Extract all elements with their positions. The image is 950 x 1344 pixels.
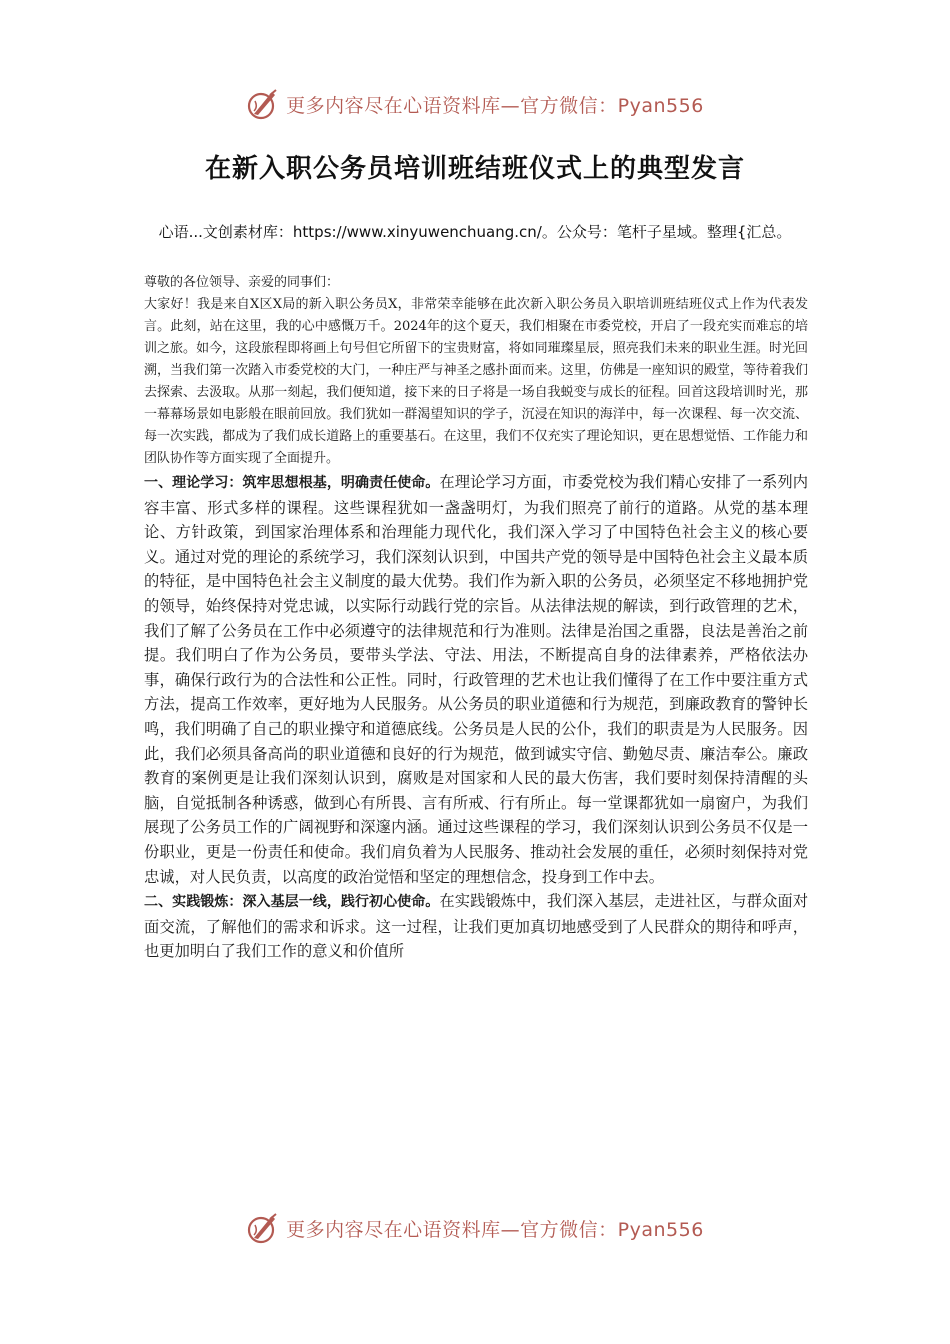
banner-text: 更多内容尽在心语资料库—官方微信：Pyan556 [286,94,704,117]
document-body [144,272,808,964]
section-2-heading: 二、实践锻炼：深入基层一线，践行初心使命。 [144,894,440,911]
document-title: 在新入职公务员培训班结班仪式上的典型发言 [204,154,745,184]
source-line: 心语...文创素材库：https://www.xinyuwenchuang.cn/。公众号：笔杆子星域。整理{汇总。 [158,223,792,241]
footer-banner [0,1206,950,1250]
section-2 [144,889,808,964]
paragraph-intro: 大家好！我是来自X区X局的新入职公务员X，非常荣幸能够在此次新入职公务员入职培训班结班仪式上作为代表发言。此刻，站在这里，我的心中感慨万千。2024年的这个夏天，我们相聚在市委党校，开启了一段充实而难忘的培训之旅。如今，这段旅程即将画上句号但它所留下的宝贵财富，将如同璀璨星辰，照亮我们未来的职业生涯。时光回溯，当我们第一次踏入市委党校的大门，一种庄严与神圣之感扑面而来。这里，仿佛是一座知识的殿堂，等待着我们去探索、去汲取。从那一刻起，我们便知道，接下来的日子将是一场自我蜕变与成长的征程。回首这段培训时光，那一幕幕场景如电影般在眼前回放。我们犹如一群渴望知识的学子，沉浸在知识的海洋中，每一次课程、每一次交流、每一次实践，都成为了我们成长道路上的重要基石。在这里，我们不仅充实了理论知识，更在思想觉悟、工作能力和团队协作等方面实现了全面提升。 [144,297,808,466]
section-2-text: 在实践锻炼中，我们深入基层，走进社区，与群众面对面交流，了解他们的需求和诉求。这一过程，让我们更加真切地感受到了人民群众的期待和呼声，也更加明白了我们工作的意义和价值所 [144,892,808,961]
section-1-text: 在理论学习方面，市委党校为我们精心安排了一系列内容丰富、形式多样的课程。这些课程犹如一盏盏明灯，为我们照亮了前行的道路。从党的基本理论、方针政策，到国家治理体系和治理能力现代化，我们深入学习了中国特色社会主义的核心要义。通过对党的理论的系统学习，我们深刻认识到，中国共产党的领导是中国特色社会主义最本质的特征，是中国特色社会主义制度的最大优势。我们作为新入职的公务员，必须坚定不移地拥护党的领导，始终保持对党忠诚，以实际行动践行党的宗旨。从法律法规的解读，到行政管理的艺术，我们了解了公务员在工作中必须遵守的法律规范和行为准则。法律是治国之重器，良法是善治之前提。我们明白了作为公务员，要带头学法、守法、用法，不断提高自身的法律素养，严格依法办事，确保行政行为的合法性和公正性。同时，行政管理的艺术也让我们懂得了在工作中要注重方式方法，提高工作效率，更好地为人民服务。从公务员的职业道德和行为规范，到廉政教育的警钟长鸣，我们明确了自己的职业操守和道德底线。公务员是人民的公仆，我们的职责是为人民服务。因此，我们必须具备高尚的职业道德和良好的行为规范，做到诚实守信、勤勉尽责、廉洁奉公。廉政教育的案例更是让我们深刻认识到，腐败是对国家和人民的最大伤害，我们要时刻保持清醒的头脑，自觉抵制各种诱惑，做到心有所畏、言有所戒、行有所止。每一堂课都犹如一扇窗户，为我们展现了公务员工作的广阔视野和深邃内涵。通过这些课程的学习，我们深刻认识到公务员不仅是一份职业，更是一份责任和使命。我们肩负着为人民服务、推动社会发展的重任，必须时刻保持对党忠诚，对人民负责，以高度的政治觉悟和坚定的理想信念，投身到工作中去。 [144,473,808,886]
section-1-heading: 一、理论学习：筑牢思想根基，明确责任使命。 [144,475,440,491]
banner-text: 更多内容尽在心语资料库—官方微信：Pyan556 [286,1218,704,1241]
header-banner [0,82,950,126]
greeting: 尊敬的各位领导、亲爱的同事们： [144,275,340,290]
quill-pen-icon [246,87,280,121]
quill-pen-icon [246,1211,280,1245]
section-1 [144,470,808,889]
